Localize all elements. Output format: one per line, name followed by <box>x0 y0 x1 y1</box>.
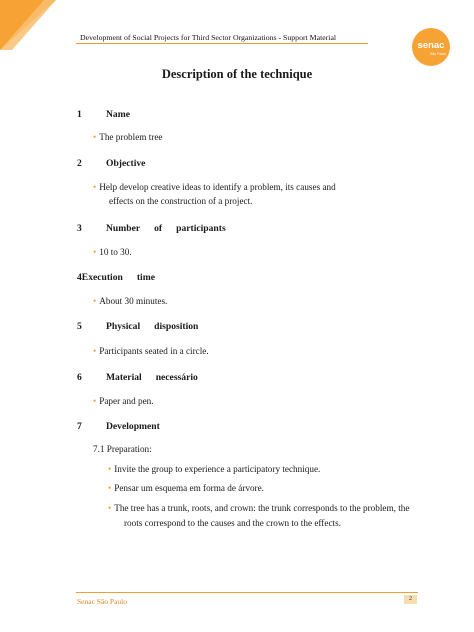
section-heading-physical-disposition: 5 Physical disposition <box>77 321 199 332</box>
senac-logo <box>412 28 450 66</box>
list-item: • Paper and pen. <box>93 396 154 406</box>
list-item-continuation: effects on the construction of a project. <box>109 196 253 206</box>
bullet-icon: • <box>93 396 97 406</box>
footer-text: Senac São Paulo <box>77 597 127 606</box>
bullet-icon: • <box>93 346 97 356</box>
section-heading-material: 6 Material necessário <box>77 372 198 383</box>
bullet-icon: • <box>108 483 112 493</box>
list-item: • The tree has a trunk, roots, and crown: the trunk corresponds to the problem, the <box>108 503 410 513</box>
section-heading-objective: 2 Objective <box>77 158 146 169</box>
list-item: • 10 to 30. <box>93 247 132 257</box>
page-number: 2 <box>404 595 417 604</box>
svg-text:São Paulo: São Paulo <box>429 52 447 56</box>
header-divider <box>76 43 368 44</box>
section-heading-name: 1 Name <box>77 109 130 120</box>
list-item: • Help develop creative ideas to identify a problem, its causes and <box>93 182 336 192</box>
bullet-icon: • <box>93 296 97 306</box>
corner-decoration <box>0 0 56 50</box>
list-item: • About 30 minutes. <box>93 296 168 306</box>
list-item: • The problem tree <box>93 132 163 142</box>
list-item: • Pensar um esquema em forma de árvore. <box>108 483 264 493</box>
section-heading-participants: 3 Number of participants <box>77 223 226 234</box>
list-item-continuation: roots correspond to the causes and the crown to the effects. <box>124 518 341 528</box>
subsection-heading-preparation: 7.1 Preparation: <box>93 444 152 454</box>
header-title: Development of Social Projects for Third Sector Organizations - Support Material <box>80 33 337 42</box>
section-heading-execution-time: 4Execution time <box>77 272 155 283</box>
footer-divider <box>76 592 418 593</box>
page-title: Description of the technique <box>161 67 313 81</box>
bullet-icon: • <box>108 503 112 513</box>
bullet-icon: • <box>93 247 97 257</box>
list-item: • Participants seated in a circle. <box>93 346 209 356</box>
bullet-icon: • <box>93 182 97 192</box>
list-item: • Invite the group to experience a participatory technique. <box>108 464 321 474</box>
bullet-icon: • <box>108 464 112 474</box>
section-heading-development: 7 Development <box>77 421 160 432</box>
bullet-icon: • <box>93 132 97 142</box>
svg-text:senac: senac <box>417 40 445 51</box>
